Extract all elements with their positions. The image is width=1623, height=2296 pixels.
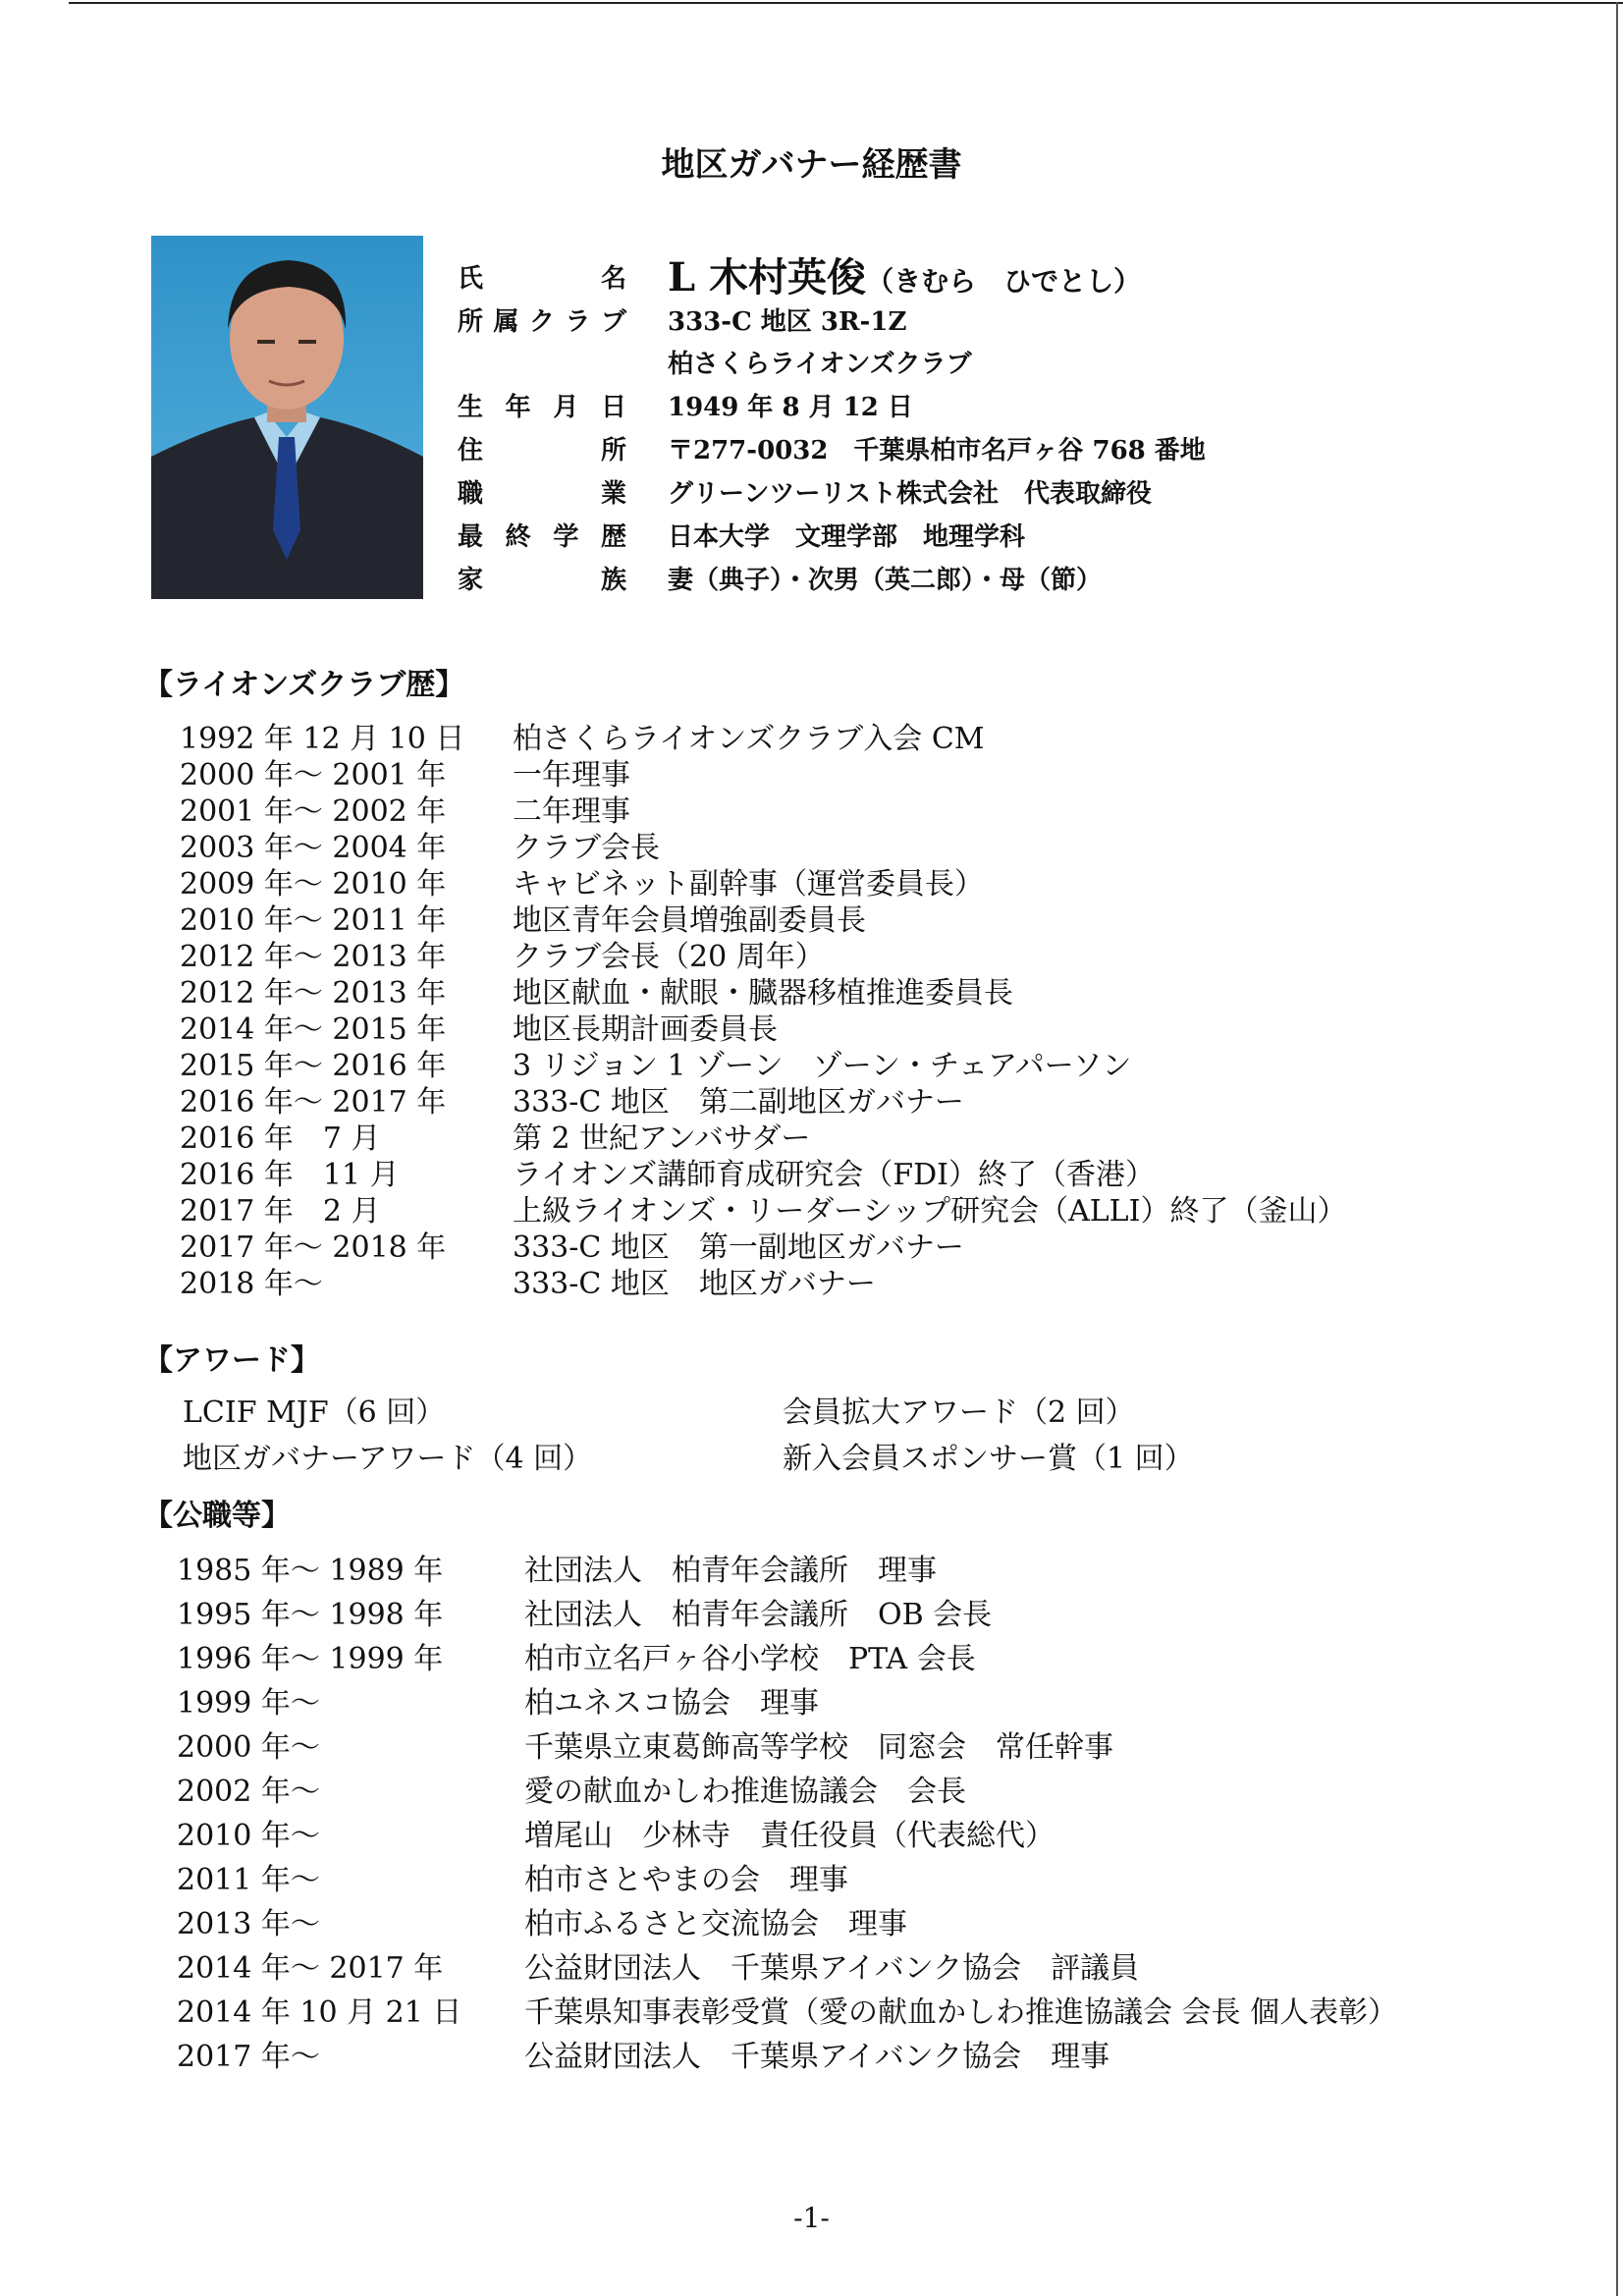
history-date: 2010 年～ 2011 年 — [180, 903, 447, 938]
history-date: 2000 年～ 2001 年 — [180, 758, 447, 793]
history-item: 3 リジョン 1 ゾーン ゾーン・チェアパーソン — [513, 1049, 1132, 1083]
portrait-photo — [151, 236, 423, 599]
award-item: LCIF MJF（6 回） — [183, 1395, 446, 1430]
label-char: 所 — [600, 436, 626, 465]
label-char: 日 — [600, 393, 626, 422]
office-item: 愛の献血かしわ推進協議会 会長 — [524, 1775, 966, 1809]
office-date: 1985 年～ 1989 年 — [177, 1554, 444, 1588]
office-date: 1995 年～ 1998 年 — [177, 1598, 444, 1632]
office-item: 社団法人 柏青年会議所 理事 — [524, 1554, 937, 1588]
office-date: 2010 年～ — [177, 1819, 320, 1853]
history-item: 地区献血・献眼・臓器移植推進委員長 — [513, 976, 1013, 1011]
history-date: 2016 年 11 月 — [180, 1158, 400, 1192]
office-date: 2002 年～ — [177, 1775, 320, 1809]
profile-value-text: 1949 年 8 月 12 日 — [668, 393, 913, 422]
office-date: 1999 年～ — [177, 1686, 320, 1721]
profile-label — [458, 387, 626, 423]
office-item: 千葉県知事表彰受賞（愛の献血かしわ推進協議会 会長 個人表彰） — [524, 1995, 1398, 2030]
history-item: 333-C 地区 第一副地区ガバナー — [513, 1230, 964, 1265]
label-char: 最 — [458, 522, 484, 552]
history-date: 2014 年～ 2015 年 — [180, 1012, 447, 1047]
profile-label — [458, 430, 626, 466]
office-item: 社団法人 柏青年会議所 OB 会長 — [524, 1598, 993, 1632]
label-char: 職 — [458, 479, 484, 509]
office-item: 柏市ふるさと交流協会 理事 — [524, 1907, 907, 1941]
history-item: 一年理事 — [513, 758, 630, 793]
profile-label — [458, 258, 626, 295]
history-item: 地区長期計画委員長 — [513, 1012, 778, 1047]
scan-right-edge — [1616, 2, 1618, 2296]
office-item: 増尾山 少林寺 責任役員（代表総代） — [524, 1819, 1055, 1853]
profile-value-text: L 木村英俊 — [668, 254, 867, 301]
profile-label — [458, 473, 626, 510]
history-item: クラブ会長 — [513, 831, 660, 865]
history-item: 二年理事 — [513, 794, 630, 829]
history-date: 2016 年～ 2017 年 — [180, 1085, 447, 1120]
history-date: 2016 年 7 月 — [180, 1121, 381, 1156]
office-item: 公益財団法人 千葉県アイバンク協会 理事 — [524, 2040, 1110, 2074]
label-char: ク — [528, 307, 555, 337]
label-char: 学 — [553, 522, 579, 552]
office-item: 公益財団法人 千葉県アイバンク協会 評議員 — [524, 1951, 1140, 1986]
label-char: 生 — [458, 393, 484, 422]
history-item: 第 2 世紀アンバサダー — [513, 1121, 811, 1156]
office-date: 2011 年～ — [177, 1863, 320, 1897]
document-title: 地区ガバナー経歴書 — [661, 145, 962, 185]
history-item: 地区青年会員増強副委員長 — [513, 903, 866, 938]
history-item: クラブ会長（20 周年） — [513, 940, 825, 974]
office-date: 2013 年～ — [177, 1907, 320, 1941]
label-char: 終 — [505, 522, 531, 552]
history-item: キャビネット副幹事（運営委員長） — [513, 867, 984, 902]
profile-value-text: 柏さくらライオンズクラブ — [668, 350, 972, 379]
history-date: 2017 年～ 2018 年 — [180, 1230, 447, 1265]
award-item: 会員拡大アワード（2 回） — [783, 1395, 1135, 1430]
page-number: -1- — [793, 2202, 830, 2234]
profile-value-text: グリーンツーリスト株式会社 代表取締役 — [668, 479, 1152, 509]
profile-value — [668, 301, 906, 338]
public-heading: 【公職等】 — [143, 1499, 291, 1533]
profile-label — [458, 560, 626, 596]
history-item: ライオンズ講師育成研究会（FDI）終了（香港） — [513, 1158, 1156, 1192]
profile-value-text: 333-C 地区 3R-1Z — [668, 307, 907, 337]
label-char: 族 — [600, 566, 626, 595]
profile-value — [668, 430, 1206, 466]
label-char: 住 — [458, 436, 484, 465]
label-char: ラ — [565, 307, 591, 337]
history-item: 柏さくらライオンズクラブ入会 CM — [513, 722, 985, 756]
office-item: 柏市さとやまの会 理事 — [524, 1863, 848, 1897]
history-item: 上級ライオンズ・リーダーシップ研究会（ALLI）終了（釜山） — [513, 1194, 1347, 1229]
label-char: 歴 — [600, 522, 626, 552]
label-char: ブ — [600, 307, 626, 337]
label-char: 名 — [600, 264, 626, 294]
history-item: 333-C 地区 第二副地区ガバナー — [513, 1085, 964, 1120]
profile-value — [668, 560, 1102, 596]
history-date: 2018 年～ — [180, 1267, 323, 1301]
profile-value — [668, 473, 1152, 510]
office-date: 2014 年～ 2017 年 — [177, 1951, 444, 1986]
profile-value-text: 〒277-0032 千葉県柏市名戸ヶ谷 768 番地 — [668, 436, 1206, 465]
office-date: 2000 年～ — [177, 1730, 320, 1765]
office-item: 柏市立名戸ヶ谷小学校 PTA 会長 — [524, 1642, 976, 1676]
label-char: 家 — [458, 566, 484, 595]
lions-heading: 【ライオンズクラブ歴】 — [143, 668, 465, 702]
label-char: 年 — [505, 393, 531, 422]
award-item: 新入会員スポンサー賞（1 回） — [783, 1442, 1194, 1476]
award-item: 地区ガバナーアワード（4 回） — [183, 1442, 593, 1476]
award-heading: 【アワード】 — [143, 1343, 320, 1378]
profile-label — [458, 517, 626, 553]
history-date: 2012 年～ 2013 年 — [180, 940, 447, 974]
name-reading: （きむら ひでとし） — [866, 265, 1142, 298]
office-item: 千葉県立東葛飾高等学校 同窓会 常任幹事 — [524, 1730, 1113, 1765]
office-date: 2014 年 10 月 21 日 — [177, 1995, 462, 2030]
history-date: 2009 年～ 2010 年 — [180, 867, 447, 902]
label-char: 所 — [458, 307, 484, 337]
history-item: 333-C 地区 地区ガバナー — [513, 1267, 876, 1301]
office-date: 2017 年～ — [177, 2040, 320, 2074]
profile-value-text: 妻（典子）・次男（英二郎）・母（節） — [668, 566, 1103, 595]
history-date: 1992 年 12 月 10 日 — [180, 722, 465, 756]
label-char: 月 — [553, 393, 579, 422]
label-char: 属 — [493, 307, 519, 337]
person-name — [668, 246, 1141, 302]
history-date: 2017 年 2 月 — [180, 1194, 381, 1229]
profile-value — [668, 517, 1025, 553]
label-char: 業 — [600, 479, 626, 509]
history-date: 2001 年～ 2002 年 — [180, 794, 447, 829]
history-date: 2012 年～ 2013 年 — [180, 976, 447, 1011]
history-date: 2003 年～ 2004 年 — [180, 831, 447, 865]
label-char: 氏 — [458, 264, 484, 294]
office-item: 柏ユネスコ協会 理事 — [524, 1686, 819, 1721]
scan-top-edge — [69, 2, 1623, 4]
office-date: 1996 年～ 1999 年 — [177, 1642, 444, 1676]
profile-label — [458, 301, 626, 338]
profile-value — [668, 387, 913, 423]
profile-value-text: 日本大学 文理学部 地理学科 — [668, 522, 1026, 552]
history-date: 2015 年～ 2016 年 — [180, 1049, 447, 1083]
profile-value — [668, 344, 972, 380]
